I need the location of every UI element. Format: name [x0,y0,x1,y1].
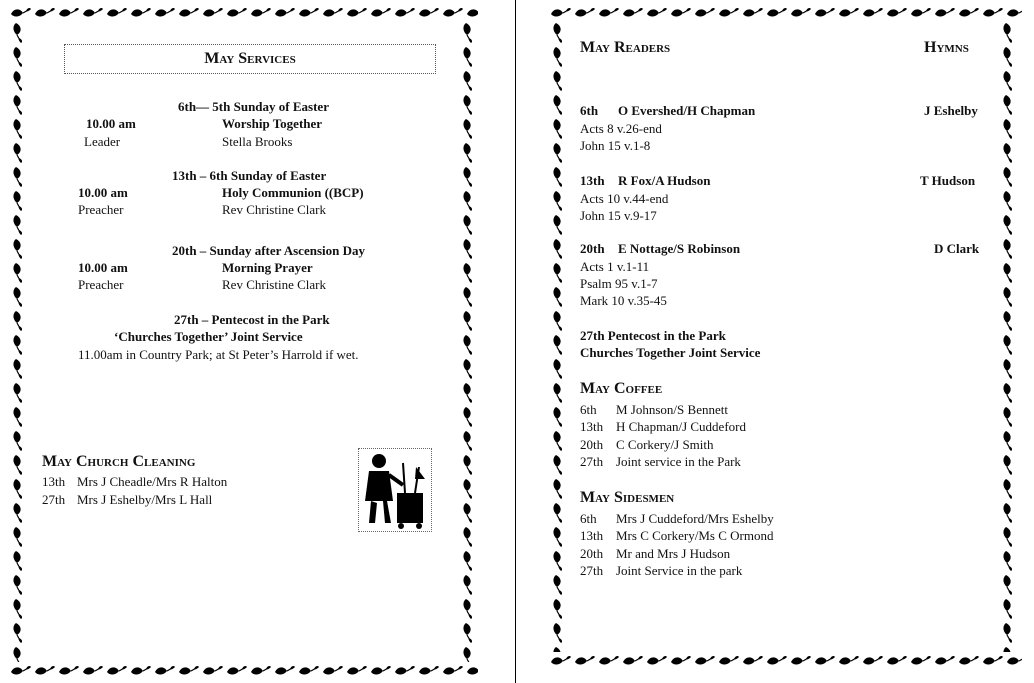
service-time: 10.00 am [78,185,128,200]
coffee-date: 6th [580,402,597,417]
cleaner-icon [358,448,432,532]
reading: Acts 10 v.44-end [580,191,669,206]
hymns-title: Hymns [924,39,969,56]
service-heading: 13th – 6th Sunday of Easter [172,168,327,183]
readers-title: May Readers [580,39,671,56]
service-name: Morning Prayer [222,260,313,275]
cleaning-date: 13th [42,474,66,489]
reader-date: 13th [580,173,605,188]
pentecost-heading: 27th – Pentecost in the Park [174,312,330,327]
service-heading: 20th – Sunday after Ascension Day [172,243,365,258]
service-name: Holy Communion ((BCP) [222,185,364,200]
coffee-names: M Johnson/S Bennett [616,402,728,417]
pentecost-subheading: ‘Churches Together’ Joint Service [114,329,303,344]
reading: Psalm 95 v.1-7 [580,276,658,291]
coffee-date: 27th [580,454,604,469]
sidesmen-date: 13th [580,528,604,543]
right-page [540,0,1034,683]
service-role: Preacher [78,202,124,217]
sidesmen-date: 20th [580,546,604,561]
cleaning-title: May Church Cleaning [42,453,196,470]
pentecost-note: 11.00am in Country Park; at St Peter’s Harrold if wet. [78,347,359,362]
coffee-names: Joint service in the Park [616,454,741,469]
service-person: Stella Brooks [222,134,293,149]
sidesmen-date: 27th [580,563,604,578]
service-person: Rev Christine Clark [222,277,326,292]
service-role: Leader [84,134,121,149]
service-heading: 6th— 5th Sunday of Easter [178,99,329,114]
reading: Mark 10 v.35-45 [580,293,667,308]
hymns-name: T Hudson [920,173,976,188]
reader-date: 20th [580,241,605,256]
page-divider [515,0,516,683]
sidesmen-names: Mr and Mrs J Hudson [616,546,731,561]
sidesmen-names: Mrs J Cuddeford/Mrs Eshelby [616,511,774,526]
floral-border-right [998,20,1016,652]
floral-border-bottom [548,652,1022,670]
reader-date: 6th [580,103,599,118]
service-person: Rev Christine Clark [222,202,326,217]
services-title: May Services [64,44,436,74]
hymns-name: D Clark [934,241,980,256]
floral-border-top [8,4,478,22]
reading: Acts 8 v.26-end [580,121,662,136]
floral-border-top [548,4,1022,22]
coffee-date: 20th [580,437,604,452]
reading: John 15 v.1-8 [580,138,651,153]
reader-names: O Evershed/H Chapman [618,103,756,118]
sidesmen-names: Joint Service in the park [616,563,743,578]
reader-names: E Nottage/S Robinson [618,241,741,256]
service-role: Preacher [78,277,124,292]
coffee-names: H Chapman/J Cuddeford [616,419,746,434]
pentecost-line: 27th Pentecost in the Park [580,328,726,343]
left-page [0,0,486,683]
floral-border-left [8,20,26,662]
cleaning-names: Mrs J Eshelby/Mrs L Hall [77,492,213,507]
pentecost-line: Churches Together Joint Service [580,345,761,360]
sidesmen-date: 6th [580,511,597,526]
service-name: Worship Together [222,116,323,131]
coffee-date: 13th [580,419,604,434]
reader-names: R Fox/A Hudson [618,173,711,188]
floral-border-left [548,20,566,652]
service-time: 10.00 am [86,116,136,131]
cleaning-date: 27th [42,492,66,507]
coffee-title: May Coffee [580,380,663,397]
coffee-names: C Corkery/J Smith [616,437,714,452]
sidesmen-title: May Sidesmen [580,489,675,506]
service-time: 10.00 am [78,260,128,275]
hymns-name: J Eshelby [924,103,978,118]
sidesmen-names: Mrs C Corkery/Ms C Ormond [616,528,774,543]
floral-border-right [458,20,476,662]
reading: Acts 1 v.1-11 [580,259,650,274]
reading: John 15 v.9-17 [580,208,657,223]
cleaning-names: Mrs J Cheadle/Mrs R Halton [77,474,228,489]
floral-border-bottom [8,662,478,680]
